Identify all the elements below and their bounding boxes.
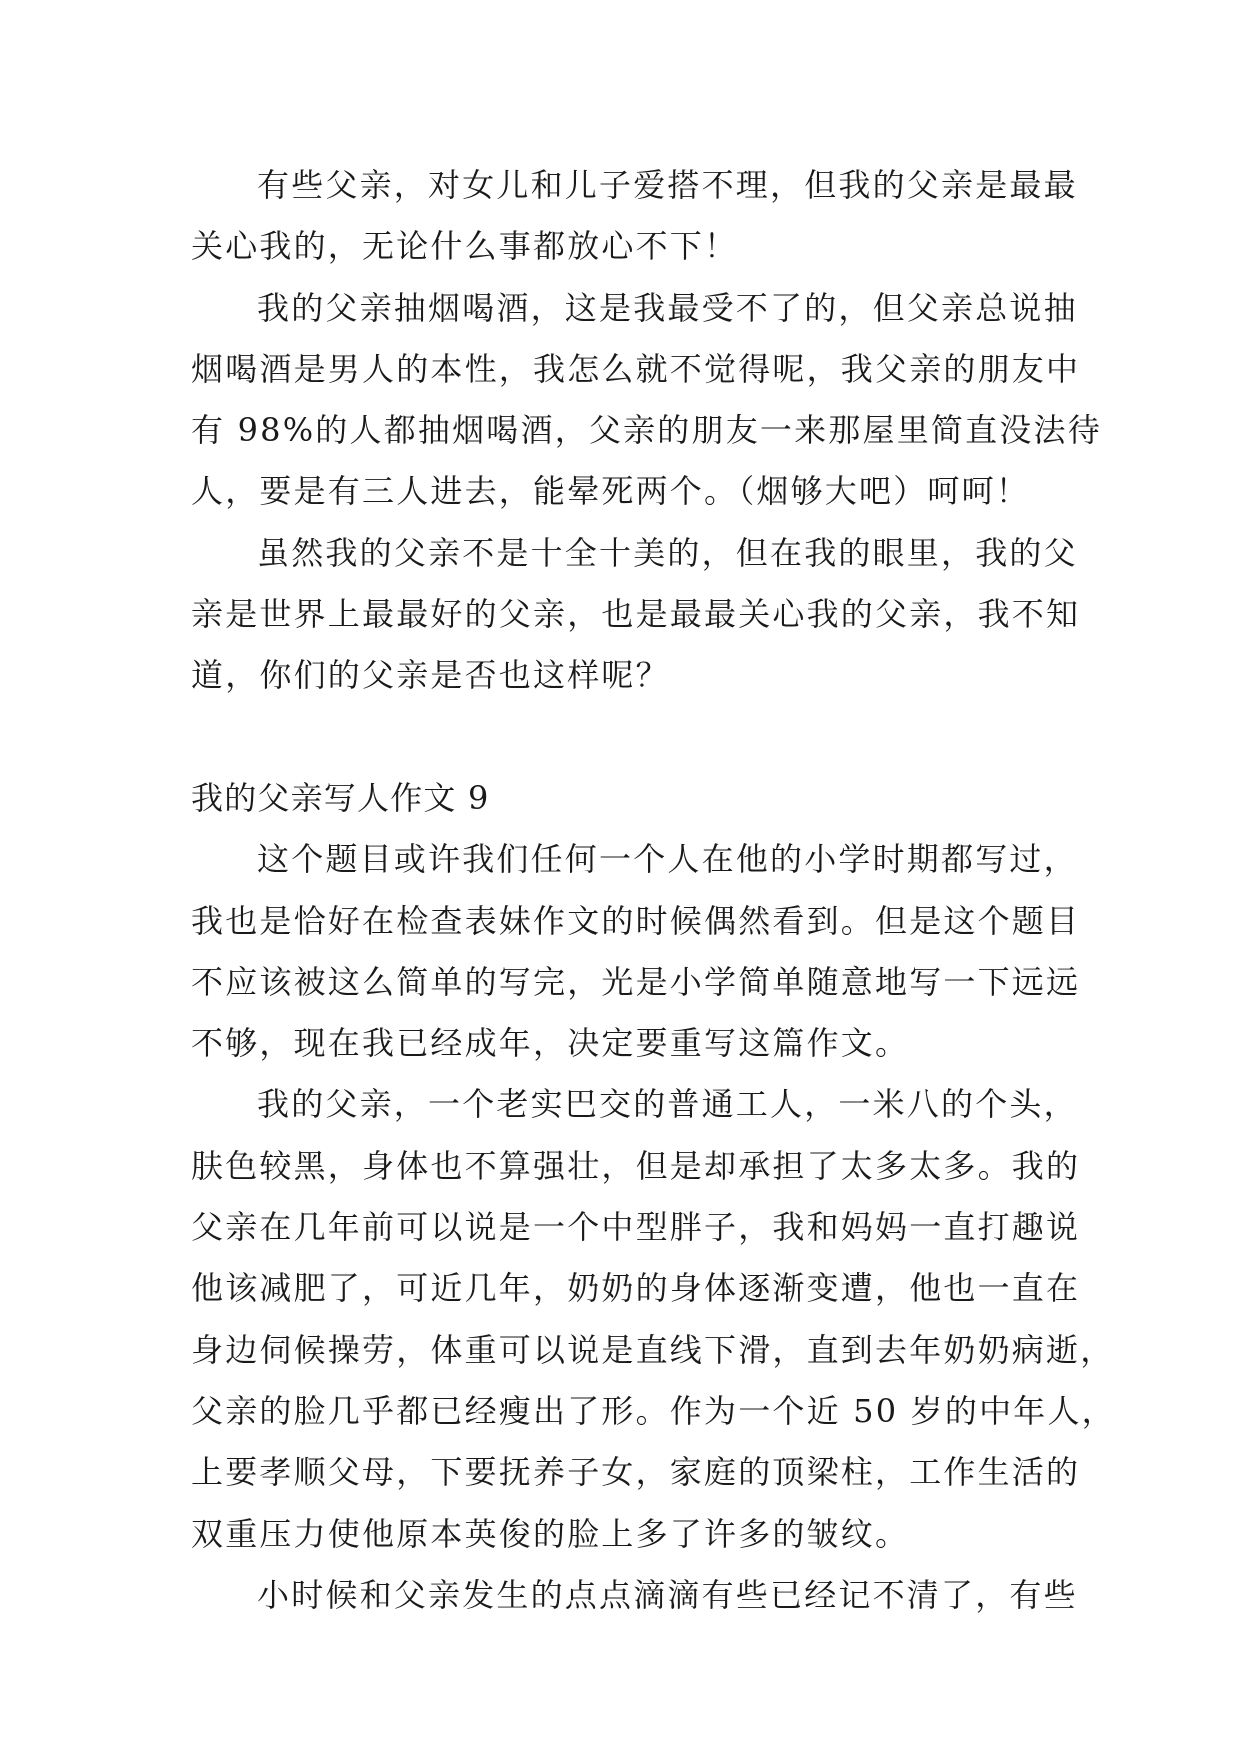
text-line: 身边伺候操劳，体重可以说是直线下滑，直到去年奶奶病逝，: [191, 1330, 1115, 1369]
text-line: 烟喝酒是男人的本性，我怎么就不觉得呢，我父亲的朋友中: [191, 349, 1081, 388]
text-line: 亲是世界上最最好的父亲，也是最最关心我的父亲，我不知: [191, 595, 1081, 634]
text-line: 有 98%的人都抽烟喝酒，父亲的朋友一来那屋里简直没法待: [191, 411, 1102, 450]
paragraph: [191, 829, 1081, 1074]
text-line: 关心我的，无论什么事都放心不下！: [191, 227, 739, 266]
paragraph: [191, 523, 1081, 707]
text-line: 人，要是有三人进去，能晕死两个。（烟够大吧）呵呵！: [191, 472, 1031, 511]
text-line: 上要孝顺父母，下要抚养子女，家庭的顶梁柱，工作生活的: [191, 1453, 1081, 1492]
text-line: 虽然我的父亲不是十全十美的，但在我的眼里，我的父: [257, 533, 1078, 572]
text-line: 我的父亲，一个老实巴交的普通工人，一米八的个头，: [257, 1085, 1078, 1124]
text-line: 不够，现在我已经成年，决定要重写这篇作文。: [191, 1024, 910, 1063]
text-line: 我的父亲抽烟喝酒，这是我最受不了的，但父亲总说抽: [257, 288, 1078, 327]
text-line: 父亲在几年前可以说是一个中型胖子，我和妈妈一直打趣说: [191, 1208, 1081, 1247]
text-line: 他该减肥了，可近几年，奶奶的身体逐渐变遭，他也一直在: [191, 1269, 1081, 1308]
section-spacer: [191, 707, 1051, 768]
document-page: [191, 155, 1116, 1626]
paragraph: [191, 155, 1078, 278]
section-title: 我的父亲写人作文 9: [191, 778, 490, 817]
text-line: 不应该被这么简单的写完，光是小学简单随意地写一下远远: [191, 962, 1081, 1001]
text-line: 有些父亲，对女儿和儿子爱搭不理，但我的父亲是最最: [257, 166, 1078, 204]
text-line: 道，你们的父亲是否也这样呢？: [191, 656, 670, 695]
text-line: 父亲的脸几乎都已经瘦出了形。作为一个近 50 岁的中年人，: [191, 1391, 1116, 1430]
text-line: 这个题目或许我们任何一个人在他的小学时期都写过，: [257, 840, 1078, 879]
paragraph: [191, 278, 1102, 523]
paragraph: [191, 1074, 1116, 1564]
text-line: 肤色较黑，身体也不算强壮，但是却承担了太多太多。我的: [191, 1146, 1081, 1185]
text-line: 我也是恰好在检查表妹作文的时候偶然看到。但是这个题目: [191, 901, 1081, 940]
text-line: 双重压力使他原本英俊的脸上多了许多的皱纹。: [191, 1514, 910, 1553]
paragraph: [191, 1565, 1078, 1626]
text-line: 小时候和父亲发生的点点滴滴有些已经记不清了，有些: [257, 1575, 1078, 1614]
